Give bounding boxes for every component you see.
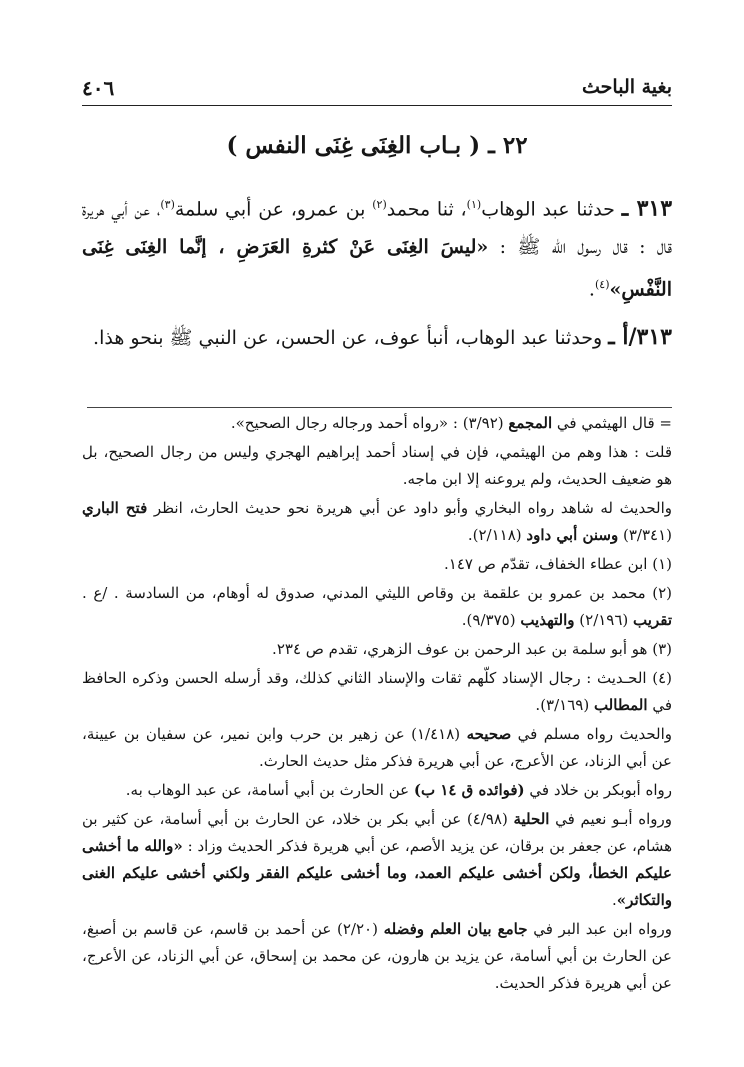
note-source: (فوائده ق ١٤ ب) <box>413 781 525 799</box>
note-text: (٤/٩٨) عن أبي بكر بن خلاد، عن الحارث بن أبي أسامة، عن كثير بن هشام، عن جعفر بن برقان، عن يزيد الأصم، عن أبي هريرة فذكر الحديث وزاد : <box>82 810 672 855</box>
note-source: تقريب <box>633 611 672 629</box>
hadith-number: ٣١٣/أ ـ <box>608 324 672 350</box>
note-text: . <box>612 891 617 909</box>
note-text: (٢/٢٠) عن أحمد بن قاسم، عن قاسم بن أصبغ، عن الحارث بن أبي أسامة، عن يزيد بن هارون، عن محمد بن إسحاق، عن أبي الزناد، عن الأعرج، عن أبي هريرة فذكر الحديث. <box>82 920 672 992</box>
header-rule <box>82 105 672 106</box>
hadith-number: ٣١٣ ـ <box>621 195 673 222</box>
prophetic-quote: «ليسَ الغِنَى عَنْ كثرةِ العَرَضِ ، إنَّما الغِنَى غِنَى النَّفْسِ» <box>82 236 672 301</box>
note-text: قلت : هذا وهم من الهيثمي، فإن في إسناد أحمد إبراهيم الهجري وليس من رجال الصحيح، بل هو ضعيف الحديث، ولم يروعنه إلا ابن ماجه. <box>82 443 672 488</box>
footnote <box>82 580 672 634</box>
hadith-text: . <box>588 278 595 301</box>
note-text: (٢) محمد بن عمرو بن علقمة بن وقاص الليثي المدني، صدوق له أوهام، من السادسة . /ع . <box>82 584 672 602</box>
hadith-text: وحدثنا عبد الوهاب، أنبأ عوف، عن الحسن، عن النبي ﷺ بنحو هذا. <box>93 327 603 349</box>
note-text: رواه أبوبكر بن خلاد في <box>524 781 672 799</box>
hadith-text: ، عن أبي هريرة قال : قال رسول الله ﷺ : <box>82 198 672 259</box>
footnotes <box>82 410 672 997</box>
running-title: بغية الباحث <box>582 76 672 98</box>
note-source: وسنن أبي داود <box>526 526 619 544</box>
note-source: الحلية <box>513 810 550 828</box>
note-text: (٢/١٩٦) <box>574 611 634 629</box>
footnote <box>82 916 672 997</box>
note-text: والحديث رواه مسلم في <box>511 725 672 743</box>
footnote <box>82 777 672 804</box>
note-text: = قال الهيثمي في <box>552 414 672 432</box>
note-source: المجمع <box>508 414 553 432</box>
footnote <box>82 495 672 549</box>
note-text: (٣) هو أبو سلمة بن عبد الرحمن بن عوف الزهري، تقدم ص ٢٣٤. <box>272 640 672 658</box>
note-text: ورواه ابن عبد البر في <box>527 920 672 938</box>
note-text: (٩/٣٧٥). <box>461 611 521 629</box>
note-source: المطالب <box>593 696 648 714</box>
note-text: (١) ابن عطاء الخفاف، تقدّم ص ١٤٧. <box>443 555 672 573</box>
note-text: (٣/٩٢) : «رواه أحمد ورجاله رجال الصحيح». <box>230 414 509 432</box>
note-source: والتهذيب <box>520 611 575 629</box>
page-number: ٤٠٦ <box>82 76 115 100</box>
footnote-ref: (٤) <box>594 278 610 292</box>
hadith-313 <box>82 186 672 309</box>
footnote <box>82 806 672 914</box>
note-text: (٢/١١٨). <box>467 526 527 544</box>
note-text: ورواه أبـو نعيم في <box>549 810 672 828</box>
running-header <box>82 76 672 106</box>
note-source: صحيحه <box>466 725 512 743</box>
note-source: جامع بيان العلم وفضله <box>383 920 528 938</box>
footnote <box>82 721 672 775</box>
footnote-ref: (٣) <box>160 198 175 211</box>
note-source: فتح الباري <box>82 499 148 517</box>
note-text: (٤) الحـديث : رجال الإسناد كلّهم ثقات والإسناد الثاني كذلك، وقد أرسله الحسن وذكره الحافظ في <box>82 669 672 714</box>
note-text: (٣/٣٤١) <box>618 526 672 544</box>
note-source: «والله ما أخشى عليكم الخطأ، ولكن أخشى عليكم العمد، وما أخشى عليكم الفقر ولكني أخشى عليكم الغنى والتكاثر» <box>82 837 672 909</box>
note-text: (١/٤١٨) عن زهير بن حرب وابن نمير، عن سفيان بن عيينة، عن أبي الزناد، عن الأعرج، عن أبي هريرة فذكر مثل حديث الحارث. <box>82 725 672 770</box>
footnote <box>82 410 672 437</box>
hadith-text: بن عمرو، عن أبي سلمة <box>174 198 373 221</box>
chapter-title: ٢٢ ـ ( بـاب الغِنَى غِنَى النفس ) <box>226 132 528 159</box>
footnote <box>82 439 672 493</box>
footnote <box>82 636 672 663</box>
hadith-text: ، ثنا محمد <box>386 198 467 221</box>
hadith-313a <box>82 318 672 357</box>
note-text: عن الحارث بن أبي أسامة، عن عبد الوهاب به. <box>125 781 414 799</box>
note-text: (٣/١٦٩). <box>535 696 594 714</box>
footnote-ref: (١) <box>466 198 482 211</box>
hadith-text: حدثنا عبد الوهاب <box>481 198 615 221</box>
footnote-rule <box>87 407 672 408</box>
footnote-ref: (٢) <box>372 198 387 211</box>
footnote <box>82 665 672 719</box>
footnote <box>82 551 672 578</box>
note-text: والحديث له شاهد رواه البخاري وأبو داود عن أبي هريرة نحو حديث الحارث، انظر <box>147 499 673 517</box>
